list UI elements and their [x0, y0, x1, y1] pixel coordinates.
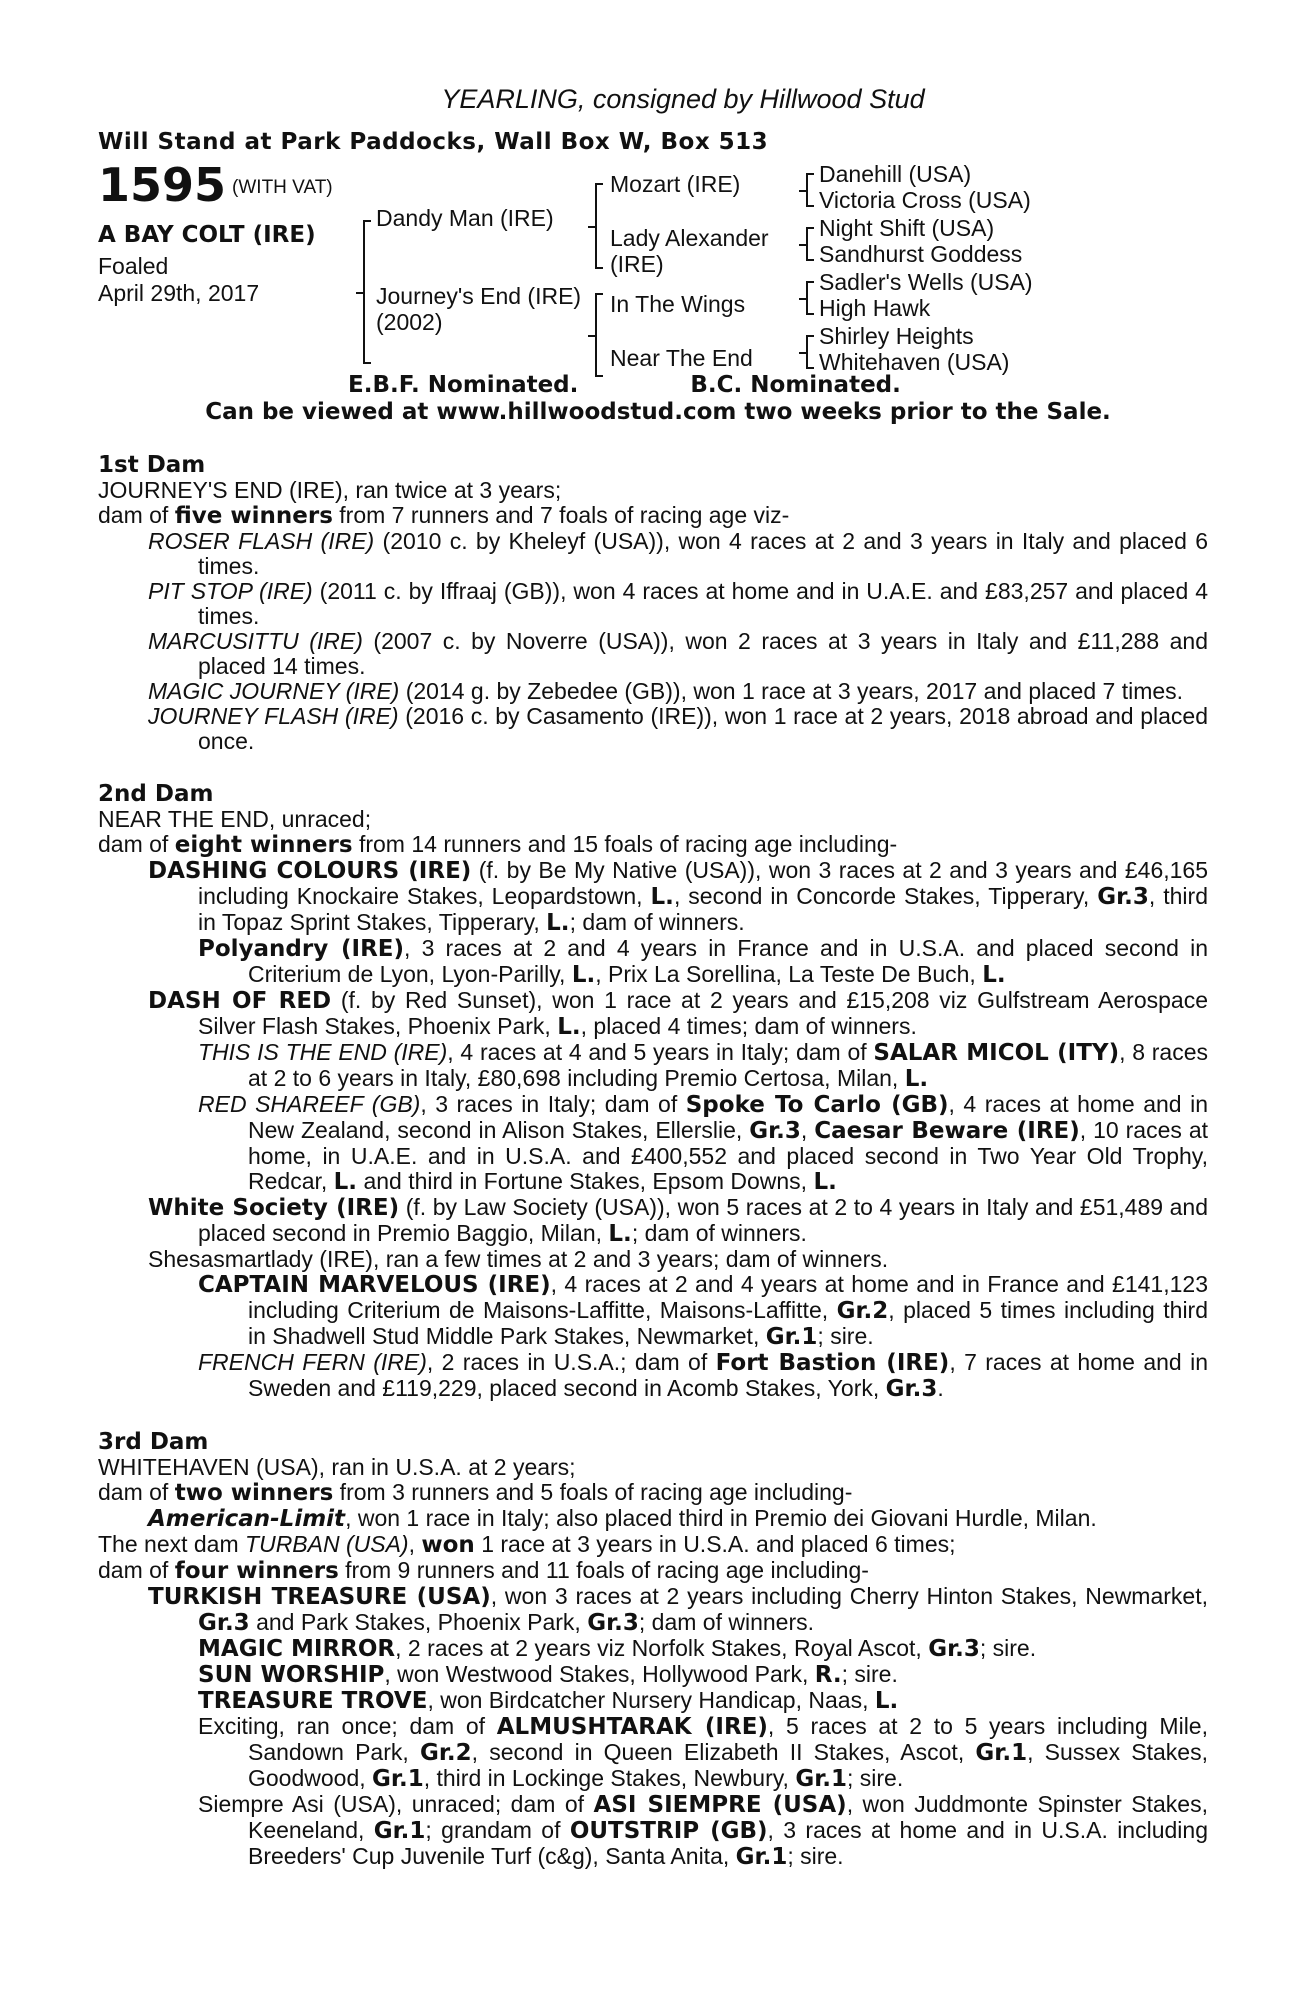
- third-dam-line: WHITEHAVEN (USA), ran in U.S.A. at 2 years;: [98, 1454, 576, 1480]
- foaled-label: Foaled: [98, 253, 169, 279]
- pedigree-bracket: [806, 281, 814, 315]
- third-dam-produce: dam of two winners from 3 runners and 5 foals of racing age including-: [98, 1479, 853, 1506]
- dam-year: (2002): [376, 309, 443, 335]
- produce-entry: THIS IS THE END (IRE), 4 races at 4 and 5 years in Italy; dam of SALAR MICOL (ITY), 8 races at 2 to 6 years in Italy, £80,698 including Premio Certosa, Milan, L.: [198, 1039, 1208, 1092]
- pedigree-bracket: [363, 220, 371, 364]
- nominations: [98, 373, 1208, 398]
- produce-entry: MAGIC MIRROR, 2 races at 2 years viz Norfolk Stakes, Royal Ascot, Gr.3; sire.: [198, 1635, 1037, 1662]
- dam-sire-sire: Sadler's Wells (USA): [819, 269, 1033, 295]
- produce-entry: Exciting, ran once; dam of ALMUSHTARAK (IRE), 5 races at 2 to 5 years including Mile, Sandown Park, Gr.2, second in Queen Elizabeth II Stakes, Ascot, Gr.1, Sussex Stakes, Goodwood, Gr.1, third in Lockinge Stakes, Newbury, Gr.1; sire.: [198, 1713, 1208, 1792]
- produce-entry: Polyandry (IRE), 3 races at 2 and 4 years in France and in U.S.A. and placed second in Criterium de Lyon, Lyon-Parilly, L., Prix La Sorellina, La Teste De Buch, L.: [198, 935, 1208, 988]
- sire-sire-sire: Danehill (USA): [819, 161, 972, 187]
- first-dam-heading: 1st Dam: [98, 452, 206, 478]
- first-dam-line: JOURNEY'S END (IRE), ran twice at 3 years;: [98, 477, 562, 503]
- dam-name: Journey's End (IRE): [376, 283, 582, 309]
- lot-number: [98, 159, 333, 214]
- pedigree-bracket: [806, 227, 814, 261]
- ebf-nomination: E.B.F. Nominated.: [348, 372, 579, 398]
- produce-entry: TURKISH TREASURE (USA), won 3 races at 2 years including Cherry Hinton Stakes, Newmarket, Gr.3 and Park Stakes, Phoenix Park, Gr.3; dam of winners.: [148, 1583, 1208, 1636]
- stand-location: Will Stand at Park Paddocks, Wall Box W, Box 513: [98, 129, 769, 155]
- foaled-date: April 29th, 2017: [98, 280, 260, 306]
- foaled-info: [98, 253, 298, 307]
- produce-entry: MAGIC JOURNEY (IRE) (2014 g. by Zebedee (GB)), won 1 race at 3 years, 2017 and placed 7 times.: [148, 678, 1184, 704]
- pedigree-bracket: [806, 173, 814, 207]
- produce-entry: JOURNEY FLASH (IRE) (2016 c. by Casamento (IRE)), won 1 race at 2 years, 2018 abroad and placed once.: [148, 703, 1208, 754]
- third-dam-heading: 3rd Dam: [98, 1429, 209, 1455]
- produce-entry: ROSER FLASH (IRE) (2010 c. by Kheleyf (USA)), won 4 races at 2 and 3 years in Italy and placed 6 times.: [148, 528, 1208, 579]
- sire: Dandy Man (IRE): [376, 205, 554, 231]
- produce-entry: FRENCH FERN (IRE), 2 races in U.S.A.; dam of Fort Bastion (IRE), 7 races at home and in Sweden and £119,229, placed second in Acomb Stakes, York, Gr.3.: [198, 1349, 1208, 1402]
- produce-entry: CAPTAIN MARVELOUS (IRE), 4 races at 2 and 4 years at home and in France and £141,123 including Criterium de Maisons-Laffitte, Maisons-Laffitte, Gr.2, placed 5 times including third in Shadwell Stud Middle Park Stakes, Newmarket, Gr.1; sire.: [198, 1271, 1209, 1350]
- catalogue-page: [98, 82, 1208, 1870]
- sire-dam-country: (IRE): [610, 251, 664, 277]
- pedigree-bracket: [806, 335, 814, 369]
- lot-number-value: 1595: [98, 158, 227, 212]
- next-dam-line: The next dam TURBAN (USA), won 1 race at 3 years in U.S.A. and placed 6 times;: [98, 1531, 956, 1558]
- second-dam-produce: dam of eight winners from 14 runners and 15 foals of racing age including-: [98, 831, 898, 858]
- produce-entry: PIT STOP (IRE) (2011 c. by Iffraaj (GB)), won 4 races at home and in U.A.E. and £83,257 and placed 4 times.: [148, 578, 1208, 629]
- produce-entry: Shesasmartlady (IRE), ran a few times at 2 and 3 years; dam of winners.: [148, 1246, 889, 1272]
- dam-dam: Near The End: [610, 345, 753, 371]
- produce-entry: MARCUSITTU (IRE) (2007 c. by Noverre (USA)), won 2 races at 3 years in Italy and £11,288 and placed 14 times.: [148, 628, 1208, 679]
- viewing-note: Can be viewed at www.hillwoodstud.com two weeks prior to the Sale.: [205, 399, 1111, 425]
- sire-dam-dam: Sandhurst Goddess: [819, 241, 1023, 267]
- dam-dam-dam: Whitehaven (USA): [819, 349, 1010, 375]
- next-dam-produce: dam of four winners from 9 runners and 11 foals of racing age including-: [98, 1557, 869, 1584]
- sire-dam: Lady Alexander: [610, 225, 769, 251]
- produce-entry: American-Limit, won 1 race in Italy; also placed third in Premio dei Giovani Hurdle, Milan.: [148, 1505, 1097, 1532]
- pedigree-bracket: [595, 293, 603, 377]
- second-dam-line: NEAR THE END, unraced;: [98, 806, 372, 832]
- sire-sire-dam: Victoria Cross (USA): [819, 187, 1031, 213]
- dam-dam-sire: Shirley Heights: [819, 323, 974, 349]
- produce-entry: RED SHAREEF (GB), 3 races in Italy; dam of Spoke To Carlo (GB), 4 races at home and in New Zealand, second in Alison Stakes, Ellerslie, Gr.3, Caesar Beware (IRE), 10 races at home, in U.A.E. and in U.S.A. and £400,552 and placed second in Two Year Old Trophy, Redcar, L. and third in Fortune Stakes, Epsom Downs, L.: [198, 1091, 1208, 1195]
- vat-note: (WITH VAT): [232, 177, 333, 198]
- sire-sire: Mozart (IRE): [610, 171, 741, 197]
- pedigree-bracket: [595, 183, 603, 269]
- second-dam-heading: 2nd Dam: [98, 781, 214, 807]
- produce-entry: Siempre Asi (USA), unraced; dam of ASI SIEMPRE (USA), won Juddmonte Spinster Stakes, Keeneland, Gr.1; grandam of OUTSTRIP (GB), 3 races at home and in U.S.A. including Breeders' Cup Juvenile Turf (c&g), Santa Anita, Gr.1; sire.: [198, 1791, 1208, 1870]
- produce-entry: TREASURE TROVE, won Birdcatcher Nursery Handicap, Naas, L.: [198, 1687, 899, 1714]
- produce-entry: White Society (IRE) (f. by Law Society (USA)), won 5 races at 2 to 4 years in Italy and £51,489 and placed second in Premio Baggio, Milan, L.; dam of winners.: [148, 1194, 1208, 1247]
- first-dam-produce: dam of five winners from 7 runners and 7 foals of racing age viz-: [98, 502, 790, 529]
- produce-entry: DASHING COLOURS (IRE) (f. by Be My Native (USA)), won 3 races at 2 and 3 years and £46,165 including Knockaire Stakes, Leopardstown, L., second in Concorde Stakes, Tipperary, Gr.3, third in Topaz Sprint Stakes, Tipperary, L.; dam of winners.: [148, 857, 1208, 936]
- produce-entry: SUN WORSHIP, won Westwood Stakes, Hollywood Park, R.; sire.: [198, 1661, 898, 1688]
- sire-dam-sire: Night Shift (USA): [819, 215, 995, 241]
- pedigree-block: [98, 155, 1208, 373]
- dam-sire: In The Wings: [610, 291, 746, 317]
- lot-description: A BAY COLT (IRE): [98, 222, 316, 248]
- page-title: YEARLING, consigned by Hillwood Stud: [441, 84, 925, 114]
- dam-sire-dam: High Hawk: [819, 295, 931, 321]
- bc-nomination: B.C. Nominated.: [690, 372, 901, 398]
- produce-entry: DASH OF RED (f. by Red Sunset), won 1 race at 2 years and £15,208 viz Gulfstream Aerospace Silver Flash Stakes, Phoenix Park, L., placed 4 times; dam of winners.: [148, 987, 1208, 1040]
